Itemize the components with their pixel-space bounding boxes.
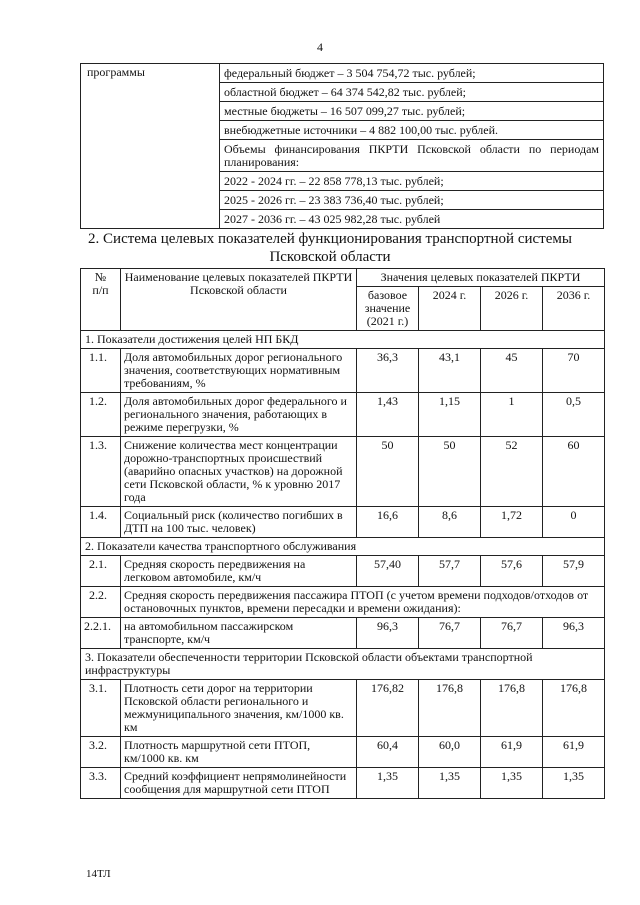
row-base: 96,3 xyxy=(357,618,419,649)
table-row xyxy=(81,393,605,437)
table-row xyxy=(81,737,605,768)
row-num: 3.1. xyxy=(81,680,121,737)
row-2024: 50 xyxy=(419,437,481,507)
row-2026: 1 xyxy=(481,393,543,437)
row-base: 50 xyxy=(357,437,419,507)
row-2036: 0 xyxy=(543,507,605,538)
row-name: Плотность маршрутной сети ПТОП, км/1000 кв. км xyxy=(121,737,357,768)
table-row xyxy=(81,437,605,507)
row-2036: 60 xyxy=(543,437,605,507)
row-2036: 96,3 xyxy=(543,618,605,649)
row-2026: 176,8 xyxy=(481,680,543,737)
row-name: Средний коэффициент непрямолинейности сообщения для маршрутной сети ПТОП xyxy=(121,768,357,799)
row-2024: 1,15 xyxy=(419,393,481,437)
row-base: 60,4 xyxy=(357,737,419,768)
header-2036: 2036 г. xyxy=(543,287,605,331)
section-row xyxy=(81,331,605,349)
table-row xyxy=(81,349,605,393)
row-2024: 76,7 xyxy=(419,618,481,649)
header-base: базовое значение (2021 г.) xyxy=(357,287,419,331)
section-row xyxy=(81,649,605,680)
funding-line: Объемы финансирования ПКРТИ Псковской области по периодам планирования: xyxy=(220,140,603,172)
row-name: Доля автомобильных дорог федерального и регионального значения, работающих в режиме перегрузки, % xyxy=(121,393,357,437)
row-2026: 52 xyxy=(481,437,543,507)
funding-line: 2025 - 2026 гг. – 23 383 736,40 тыс. рублей; xyxy=(220,191,603,210)
section-heading: 3. Показатели обеспеченности территории Псковской области объектами транспортной инфраструктуры xyxy=(81,649,605,680)
row-2036: 1,35 xyxy=(543,768,605,799)
header-num: № п/п xyxy=(81,269,121,331)
row-name: Доля автомобильных дорог регионального значения, соответствующих нормативным требованиям, % xyxy=(121,349,357,393)
row-2036: 70 xyxy=(543,349,605,393)
header-values-group: Значения целевых показателей ПКРТИ xyxy=(357,269,605,287)
funding-line: внебюджетные источники – 4 882 100,00 тыс. рублей. xyxy=(220,121,603,140)
row-name: на автомобильном пассажирском транспорте, км/ч xyxy=(121,618,357,649)
row-2026: 57,6 xyxy=(481,556,543,587)
row-name: Снижение количества мест концентрации дорожно-транспортных происшествий (аварийно опасных участков) на дорожной сети Псковской области, % к уровню 2017 года xyxy=(121,437,357,507)
row-2024: 57,7 xyxy=(419,556,481,587)
table-row xyxy=(81,587,605,618)
row-2036: 61,9 xyxy=(543,737,605,768)
row-2036: 57,9 xyxy=(543,556,605,587)
row-num: 3.3. xyxy=(81,768,121,799)
row-name: Средняя скорость передвижения пассажира ПТОП (с учетом времени подходов/отходов от остановочных пунктов, времени пересадки и времени ожидания): xyxy=(121,587,605,618)
row-2026: 45 xyxy=(481,349,543,393)
row-num: 2.2.1. xyxy=(81,618,121,649)
indicators-table xyxy=(80,268,605,799)
row-name: Плотность сети дорог на территории Псковской области регионального и межмуниципального значения, км/1000 кв. км xyxy=(121,680,357,737)
funding-line: областной бюджет – 64 374 542,82 тыс. рублей; xyxy=(220,83,603,102)
row-name: Социальный риск (количество погибших в ДТП на 100 тыс. человек) xyxy=(121,507,357,538)
row-num: 1.4. xyxy=(81,507,121,538)
funding-line: местные бюджеты – 16 507 099,27 тыс. рублей; xyxy=(220,102,603,121)
row-name: Средняя скорость передвижения на легковом автомобиле, км/ч xyxy=(121,556,357,587)
table-row xyxy=(81,507,605,538)
row-2036: 176,8 xyxy=(543,680,605,737)
funding-label: программы xyxy=(81,64,220,229)
row-2026: 1,72 xyxy=(481,507,543,538)
table-row xyxy=(81,768,605,799)
row-num: 1.2. xyxy=(81,393,121,437)
row-num: 3.2. xyxy=(81,737,121,768)
row-2024: 43,1 xyxy=(419,349,481,393)
row-2024: 60,0 xyxy=(419,737,481,768)
table-row xyxy=(81,618,605,649)
row-base: 176,82 xyxy=(357,680,419,737)
row-base: 1,43 xyxy=(357,393,419,437)
row-2026: 76,7 xyxy=(481,618,543,649)
row-base: 1,35 xyxy=(357,768,419,799)
section-row xyxy=(81,538,605,556)
footer-code: 14ТЛ xyxy=(86,868,111,880)
row-2024: 1,35 xyxy=(419,768,481,799)
funding-line: федеральный бюджет – 3 504 754,72 тыс. рублей; xyxy=(220,64,603,83)
funding-content xyxy=(220,64,604,229)
row-2026: 61,9 xyxy=(481,737,543,768)
row-base: 16,6 xyxy=(357,507,419,538)
row-num: 2.1. xyxy=(81,556,121,587)
section-heading: 1. Показатели достижения целей НП БКД xyxy=(81,331,605,349)
table-row xyxy=(81,680,605,737)
section-title: 2. Система целевых показателей функционирования транспортной системы Псковской области xyxy=(88,231,572,265)
funding-line: 2027 - 2036 гг. – 43 025 982,28 тыс. рублей xyxy=(224,212,441,226)
row-num: 2.2. xyxy=(81,587,121,618)
funding-line: 2022 - 2024 гг. – 22 858 778,13 тыс. рублей; xyxy=(220,172,603,191)
row-base: 36,3 xyxy=(357,349,419,393)
header-2026: 2026 г. xyxy=(481,287,543,331)
table-row xyxy=(81,556,605,587)
row-2036: 0,5 xyxy=(543,393,605,437)
row-2024: 8,6 xyxy=(419,507,481,538)
row-num: 1.1. xyxy=(81,349,121,393)
row-2024: 176,8 xyxy=(419,680,481,737)
funding-table xyxy=(80,63,604,229)
row-base: 57,40 xyxy=(357,556,419,587)
header-name: Наименование целевых показателей ПКРТИ Псковской области xyxy=(121,269,357,331)
row-2026: 1,35 xyxy=(481,768,543,799)
header-2024: 2024 г. xyxy=(419,287,481,331)
page-number: 4 xyxy=(317,40,323,54)
row-num: 1.3. xyxy=(81,437,121,507)
section-heading: 2. Показатели качества транспортного обслуживания xyxy=(81,538,605,556)
